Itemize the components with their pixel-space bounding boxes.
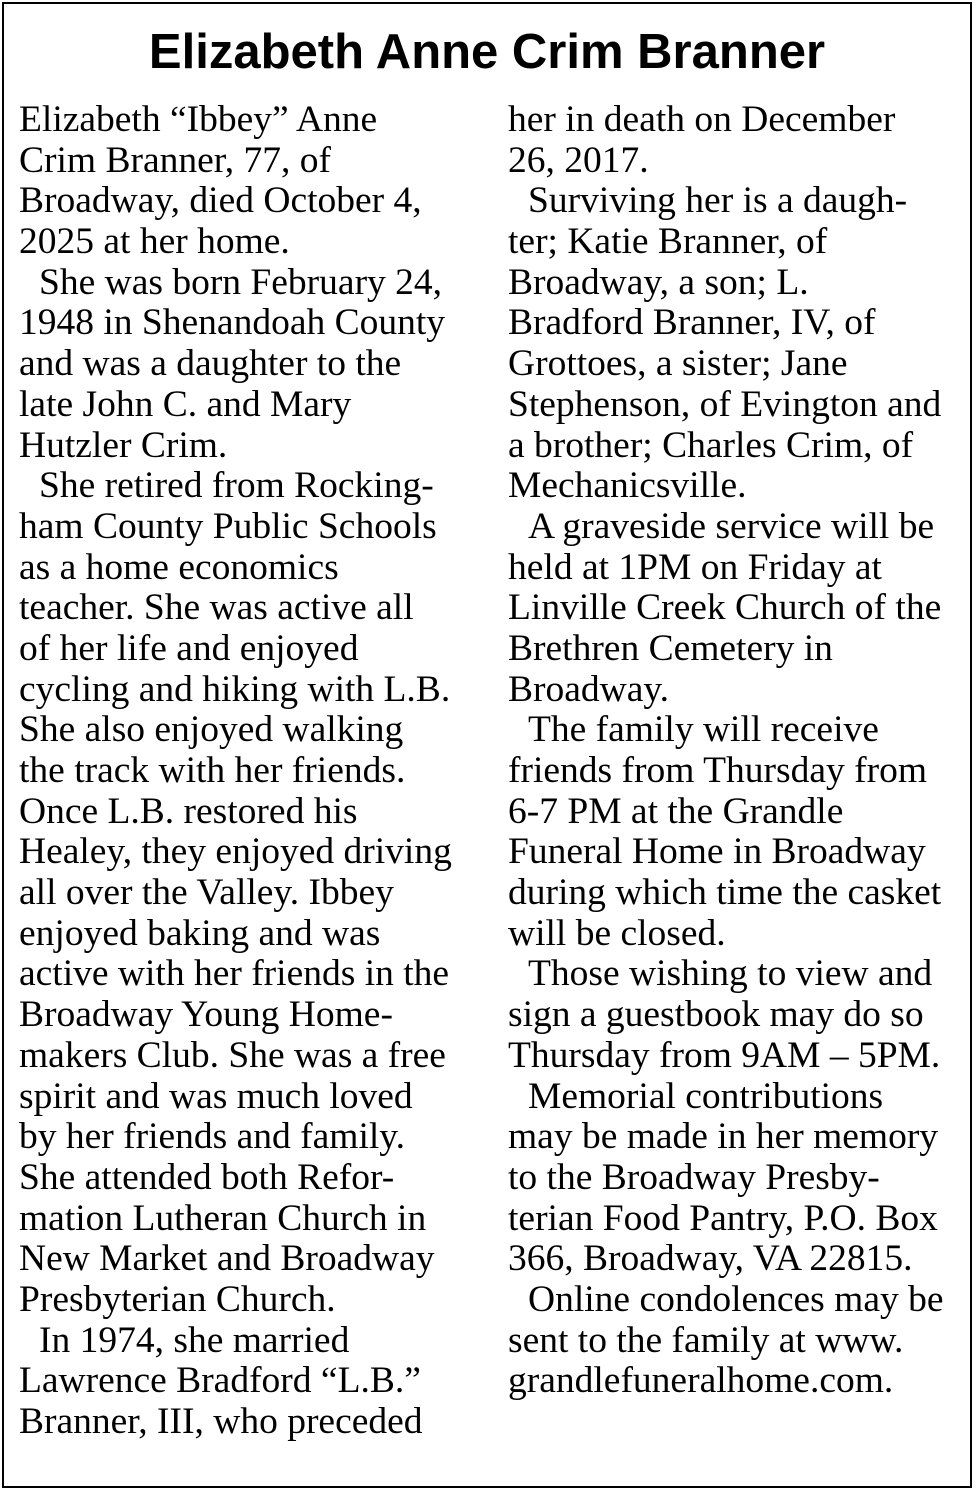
text-line: New Market and Broadway	[19, 1238, 435, 1280]
text-line: sign a guestbook may do so	[508, 994, 924, 1036]
text-line: cycling and hiking with L.B.	[19, 668, 451, 710]
right-column	[508, 100, 970, 1402]
text-line: Broadway, a son; L.	[508, 261, 809, 303]
text-line: Online condolences may be	[528, 1278, 944, 1320]
text-line: her in death on December	[508, 99, 896, 140]
text-line: 26, 2017.	[508, 139, 649, 181]
text-line: Healey, they enjoyed driving	[19, 831, 452, 873]
text-line: Those wishing to view and	[528, 953, 933, 995]
text-line: Grottoes, a sister; Jane	[508, 343, 848, 385]
text-line: may be made in her memory	[508, 1116, 939, 1158]
text-line: active with her friends in the	[19, 953, 450, 995]
text-line: of her life and enjoyed	[19, 627, 359, 669]
text-line: ham County Public Schools	[19, 505, 437, 547]
text-line: Thursday from 9AM – 5PM.	[508, 1034, 941, 1076]
text-line: Once L.B. restored his	[19, 790, 358, 832]
text-line: Hutzler Crim.	[19, 424, 228, 466]
text-line: A graveside service will be	[528, 505, 935, 547]
text-line: and was a daughter to the	[19, 343, 402, 385]
text-line: Elizabeth “Ibbey” Anne	[19, 99, 378, 140]
left-column	[19, 100, 489, 1443]
text-line: Stephenson, of Evington and	[508, 383, 942, 425]
text-line: 2025 at her home.	[19, 221, 290, 263]
text-line: during which time the casket	[508, 872, 942, 914]
text-line: sent to the family at www.	[508, 1319, 904, 1361]
text-line: Memorial contributions	[528, 1075, 884, 1117]
text-line: a brother; Charles Crim, of	[508, 424, 914, 466]
text-line: enjoyed baking and was	[19, 912, 381, 954]
text-line: Broadway Young Home-	[19, 994, 393, 1036]
text-line: Crim Branner, 77, of	[19, 139, 331, 181]
text-line: Branner, III, who preceded	[19, 1401, 423, 1442]
text-line: Presbyterian Church.	[19, 1278, 336, 1320]
text-line: Bradford Branner, IV, of	[508, 302, 876, 344]
obituary-title: Elizabeth Anne Crim Branner	[148, 25, 826, 79]
text-line: as a home economics	[19, 546, 339, 588]
text-line: Lawrence Bradford “L.B.”	[19, 1360, 421, 1402]
text-line: terian Food Pantry, P.O. Box	[508, 1197, 938, 1239]
text-line: She was born February 24,	[39, 261, 443, 303]
text-line: held at 1PM on Friday at	[508, 546, 882, 588]
text-line: teacher. She was active all	[19, 587, 414, 629]
text-line: 6-7 PM at the Grandle	[508, 790, 844, 832]
text-line: the track with her friends.	[19, 750, 406, 791]
text-line: mation Lutheran Church in	[19, 1197, 427, 1239]
text-line: spirit and was much loved	[19, 1075, 413, 1117]
text-line: Mechanicsville.	[508, 465, 747, 507]
text-line: by her friends and family.	[19, 1116, 405, 1158]
text-line: She retired from Rocking-	[39, 465, 434, 507]
text-line: 1948 in Shenandoah County	[19, 302, 446, 344]
text-line: to the Broadway Presby-	[508, 1156, 880, 1198]
text-line: will be closed.	[508, 912, 726, 954]
text-line: all over the Valley. Ibbey	[19, 872, 394, 914]
text-line: Broadway, died October 4,	[19, 180, 422, 222]
text-line: late John C. and Mary	[19, 383, 352, 425]
text-line: Broadway.	[508, 668, 670, 710]
text-line: Surviving her is a daugh-	[528, 180, 908, 222]
text-line: The family will receive	[528, 709, 879, 751]
text-line: She attended both Refor-	[19, 1156, 395, 1198]
text-line: Brethren Cemetery in	[508, 627, 833, 669]
text-line: ter; Katie Branner, of	[508, 221, 828, 263]
text-line: Linville Creek Church of the	[508, 587, 942, 629]
text-line: She also enjoyed walking	[19, 709, 404, 751]
obituary-frame	[2, 2, 972, 1488]
text-line: grandlefuneralhome.com.	[508, 1360, 894, 1402]
text-line: makers Club. She was a free	[19, 1034, 446, 1076]
text-line: Funeral Home in Broadway	[508, 831, 926, 873]
text-line: 366, Broadway, VA 22815.	[508, 1238, 913, 1280]
text-line: friends from Thursday from	[508, 750, 928, 791]
text-line: In 1974, she married	[39, 1319, 350, 1361]
